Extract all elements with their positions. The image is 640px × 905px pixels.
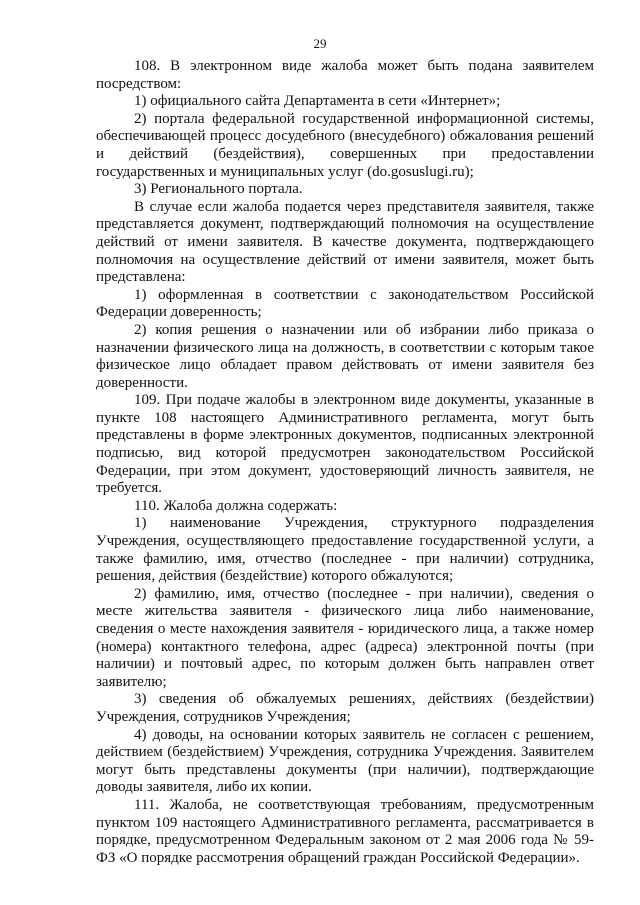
document-body (96, 58, 594, 867)
list-item-power-of-attorney: 1) оформленная в соответствии с законодательством Российской Федерации доверенность; (96, 286, 594, 321)
list-item-regional-portal: 3) Регионального портала. (134, 181, 303, 198)
list-item-appealed-decisions: 3) сведения об обжалуемых решениях, действиях (бездействии) Учреждения, сотрудников Учреждения; (96, 691, 594, 725)
list-item-federal-portal: 2) портала федеральной государственной информационной системы, обеспечивающей процесс досудебного (внесудебного) обжалования решений и действий (бездействия), совершенных при предоставлении государственных и муниципальных услуг (do.gosuslugi.ru); (96, 110, 594, 180)
list-item-official-site: 1) официального сайта Департамента в сети «Интернет»; (134, 93, 501, 110)
paragraph-109: 109. При подаче жалобы в электронном виде документы, указанные в пункте 108 настоящего Административного регламента, могут быть представлены в форме электронных документов, подписанных электронной подписью, вид которой предусмотрен законодательством Российской Федерации, при этом документ, удостоверяющий личность заявителя, не требуется. (96, 392, 594, 497)
paragraph-111: 111. Жалоба, не соответствующая требованиям, предусмотренным пунктом 109 настоящего Административного регламента, рассматривается в порядке, предусмотренном Федеральным законом от 2 мая 2006 года № 59-ФЗ «О порядке рассмотрения обращений граждан Российской Федерации». (96, 796, 594, 866)
paragraph-representative: В случае если жалоба подается через представителя заявителя, также представляется документ, подтверждающий полномочия на осуществление действий от имени заявителя. В качестве документа, подтверждающего полномочия на осуществление действий от имени заявителя, может быть представлена: (96, 198, 594, 286)
list-item-applicant-details: 2) фамилию, имя, отчество (последнее - при наличии), сведения о месте жительства заявителя - физического лица либо наименование, сведения о месте нахождения заявителя - юридического лица, а также номер (номера) контактного телефона, адрес (адреса) электронной почты (при наличии) и почтовый адрес, по которым должен быть направлен ответ заявителю; (96, 585, 594, 690)
paragraph-108: 108. В электронном виде жалоба может быть подана заявителем посредством: (96, 58, 594, 92)
paragraph-110: 110. Жалоба должна содержать: (134, 497, 338, 514)
page-number: 29 (313, 36, 327, 51)
list-item-arguments: 4) доводы, на основании которых заявитель не согласен с решением, действием (бездействием) Учреждения, сотрудника Учреждения. Заявителем могут быть представлены документы (при наличии), подтверждающие доводы заявителя, либо их копии. (96, 726, 594, 796)
list-item-appointment-copy: 2) копия решения о назначении или об избрании либо приказа о назначении физического лица на должность, в соответствии с которым такое физическое лицо обладает правом действовать от имени заявителя без доверенности. (96, 321, 594, 391)
list-item-institution-name: 1) наименование Учреждения, структурного подразделения Учреждения, осуществляющего предоставление государственной услуги, а также фамилию, имя, отчество (последнее - при наличии) сотрудника, решения, действия (бездействие) которого обжалуются; (96, 515, 594, 585)
